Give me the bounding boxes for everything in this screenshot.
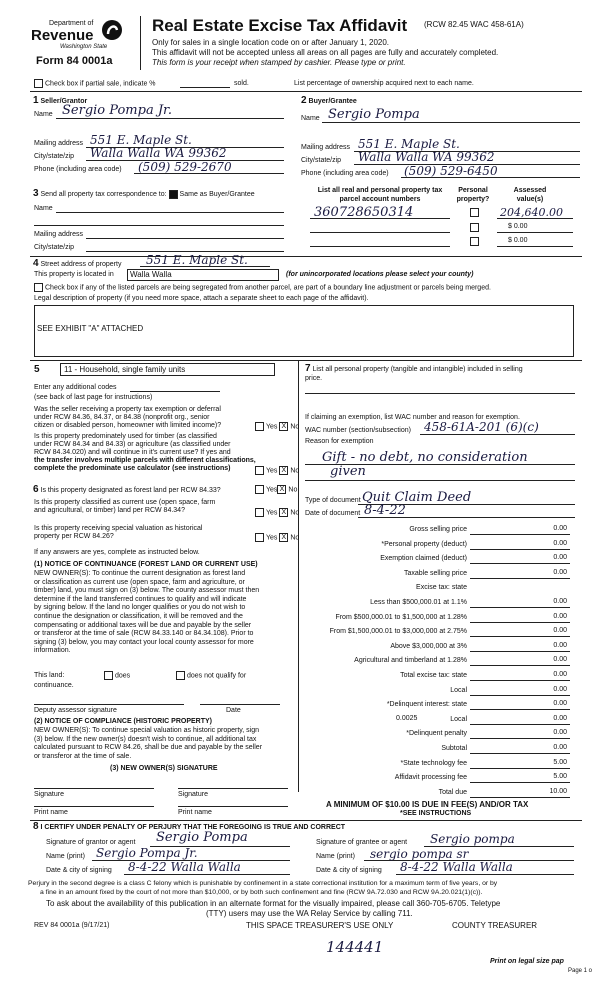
does-option: does <box>104 671 130 680</box>
exemption-instructions: If claiming an exemption, list WAC number and reason for exemption. <box>305 414 520 421</box>
additional-codes-label: Enter any additional codes <box>34 384 117 391</box>
grantee-date-label: Date & city of signing <box>316 867 382 874</box>
agency-dept: Department of <box>49 20 94 27</box>
deputy-signature-label: Deputy assessor signature <box>34 707 117 714</box>
legal-description-box[interactable] <box>34 305 574 357</box>
segregated-label: Check box if any of the listed parcels are being segregated from another parcel, are part of a boundary line adjustment or parcels being merged. <box>45 284 491 292</box>
q1-answers: Yes X No <box>255 422 299 431</box>
buyer-phone-label: Phone (including area code) <box>301 170 389 177</box>
section-6-number: 6 <box>33 484 39 495</box>
q2-no-checkbox[interactable]: X <box>279 466 288 475</box>
tax-row-label: Agricultural and timberland at 1.28% <box>354 657 467 665</box>
buyer-phone[interactable]: (509) 529-6450 <box>404 164 498 178</box>
buyer-address-label: Mailing address <box>301 144 351 151</box>
section-7-text: 7 List all personal property (tangible and intangible) included in selling price. <box>305 363 523 382</box>
segregated-checkbox[interactable] <box>34 283 43 292</box>
perjury-line-2: a fine in an amount fixed by the court of not more than $10,000, or by both such confinement and fine (RCW 9A.72.030 and RCW 9A.20.021(1)(c)). <box>40 889 483 896</box>
tax-row-value[interactable]: 0.00 <box>553 539 567 547</box>
tax-row-label: *Delinquent penalty <box>406 730 467 738</box>
tax-row-value[interactable]: 0.00 <box>553 685 567 693</box>
doc-date-label: Date of document <box>305 510 361 517</box>
buyer-city-label: City/state/zip <box>301 157 342 164</box>
doc-date[interactable]: 8-4-22 <box>364 503 406 518</box>
seller-city-label: City/state/zip <box>34 153 75 160</box>
seller-address-label: Mailing address <box>34 140 84 147</box>
correspondence-address-label: Mailing address <box>34 231 84 238</box>
notice-compliance-text: NEW OWNER(S): To continue special valuation as historic property, sign (3) below. If the new owner(s) doesn't wish to continue, all additional tax calculated pursuant to RCW 84.26, shall be due and payable by the seller or transferor at the time of sale. <box>34 727 263 760</box>
same-as-buyer-checkbox[interactable] <box>169 190 178 199</box>
tax-row-label: Above $3,000,000 at 3% <box>390 642 467 650</box>
seller-name-label: Name <box>34 111 53 118</box>
tax-row-value[interactable]: 5.00 <box>553 758 567 766</box>
tax-row-value[interactable]: 10.00 <box>549 787 567 795</box>
certify-text: I CERTIFY UNDER PENALTY OF PERJURY THAT THE FOREGOING IS TRUE AND CORRECT <box>40 824 346 831</box>
partial-sale-row <box>34 79 156 88</box>
owner-signature-label-1: Signature <box>34 791 64 798</box>
tax-row-value[interactable]: 0.00 <box>553 568 567 576</box>
rcw-reference: (RCW 82.45 WAC 458-61A) <box>424 20 524 29</box>
print-note: Print on legal size pap <box>490 958 564 965</box>
correspondence-name-label: Name <box>34 205 53 212</box>
agency-state: Washington State <box>60 44 108 50</box>
tax-row-value[interactable]: 0.00 <box>553 744 567 751</box>
historic-yes-checkbox[interactable] <box>255 533 264 542</box>
tax-row-label: Affidavit processing fee <box>394 774 467 782</box>
tax-row-label: *State technology fee <box>400 759 467 767</box>
treasurer-use-only: THIS SPACE TREASURER'S USE ONLY <box>246 921 394 930</box>
location-select[interactable]: Walla Walla <box>127 269 279 281</box>
partial-sale-sold: sold. <box>234 80 249 87</box>
header-note-2: This affidavit will not be accepted unless all areas on all pages are fully and accurately completed. <box>152 48 499 57</box>
tax-row-label: Taxable selling price <box>403 569 467 577</box>
tax-row-value[interactable]: 5.00 <box>553 773 567 781</box>
partial-sale-label: Check box if partial sale, indicate % <box>45 80 156 88</box>
minimum-due-note: A MINIMUM OF $10.00 IS DUE IN FEE(S) AND/OR TAX <box>326 800 529 809</box>
section-5-number: 5 <box>34 364 40 375</box>
tax-row-label: *Delinquent interest: state <box>386 701 467 709</box>
wac-number[interactable]: 458-61A-201 (6)(c) <box>424 420 539 434</box>
assessed-value-1[interactable]: 204,640.00 <box>500 206 563 219</box>
reason-line-2[interactable]: given <box>330 464 366 479</box>
tax-row-value[interactable]: 0.00 <box>553 612 567 620</box>
tax-row-label: Local <box>450 686 467 694</box>
personal-property-checkbox-3[interactable] <box>470 237 479 246</box>
personal-property-checkbox-2[interactable] <box>470 223 479 232</box>
doc-type-label: Type of document <box>305 497 361 504</box>
assessed-value-3[interactable]: $ 0.00 <box>508 237 528 244</box>
doc-type[interactable]: Quit Claim Deed <box>362 490 472 505</box>
owner-print-name-label-2: Print name <box>178 809 212 816</box>
seller-city[interactable]: Walla Walla WA 99362 <box>90 146 227 160</box>
tax-row-value[interactable]: 0.00 <box>553 641 567 649</box>
buyer-city[interactable]: Walla Walla WA 99362 <box>358 150 495 164</box>
this-land-label: This land: <box>34 672 65 679</box>
if-yes-instructions: If any answers are yes, complete as instructed below. <box>34 549 200 556</box>
current-use-answers: Yes X No <box>255 508 299 517</box>
grantee-signature[interactable]: Sergio pompa <box>430 832 515 846</box>
seller-heading: Seller/Grantor <box>40 98 88 105</box>
tax-row-label: From $1,500,000.01 to $3,000,000 at 2.75% <box>329 628 467 636</box>
tax-row-value[interactable]: 0.00 <box>553 714 567 722</box>
assessed-value-2[interactable]: $ 0.00 <box>508 223 528 230</box>
personal-col-header: Personal property? <box>456 187 490 203</box>
form-number: Form 84 0001a <box>36 55 113 67</box>
grantor-date-label: Date & city of signing <box>46 867 112 874</box>
deputy-date-label: Date <box>226 707 241 714</box>
continuance-label: continuance. <box>34 682 74 689</box>
seller-address[interactable]: 551 E. Maple St. <box>90 133 192 147</box>
header-note-3: This form is your receipt when stamped by cashier. Please type or print. <box>152 58 406 67</box>
street-address[interactable]: 551 E. Maple St. <box>146 253 248 267</box>
section-3-number: 3 <box>33 188 39 199</box>
accessibility-line-1: To ask about the availability of this publication in an alternate format for the visually impaired, please call 360-705-6705. Teletype <box>46 899 501 908</box>
local-rate: 0.0025 <box>396 715 418 722</box>
tax-row-label: Less than $500,000.01 at 1.1% <box>370 599 467 606</box>
legal-description: SEE EXHIBIT "A" ATTACHED <box>37 324 144 333</box>
agency-name: Revenue <box>31 27 94 44</box>
legal-label: Legal description of property (if you need more space, attach a separate sheet to each page of the affidavit). <box>34 295 369 302</box>
tax-row-value[interactable]: 0.00 <box>553 627 567 635</box>
tax-row-label: Excise tax: state <box>416 584 467 592</box>
revenue-logo-icon <box>102 20 122 40</box>
page-title: Real Estate Excise Tax Affidavit <box>152 16 408 35</box>
county-treasurer: COUNTY TREASURER <box>452 921 538 930</box>
grantor-signature[interactable]: Sergio Pompa <box>156 830 248 845</box>
does-not-option: does not qualify for <box>176 671 246 680</box>
historic-answers: Yes X No <box>255 533 299 542</box>
seller-phone-label: Phone (including area code) <box>34 166 122 173</box>
current-use-yes-checkbox[interactable] <box>255 508 264 517</box>
grantee-name-label: Name (print) <box>316 853 355 860</box>
personal-property-checkbox-1[interactable] <box>470 208 479 217</box>
does-checkbox[interactable] <box>104 671 113 680</box>
stamp-number: 144441 <box>326 938 384 956</box>
use-code-select[interactable]: 11 - Household, single family units <box>60 363 275 376</box>
tax-row-value[interactable]: 0.00 <box>553 729 567 737</box>
forest-yes-checkbox[interactable] <box>255 485 264 494</box>
buyer-name[interactable]: Sergio Pompa <box>328 107 420 122</box>
assessed-col-header: Assessed value(s) <box>513 187 547 203</box>
buyer-address[interactable]: 551 E. Maple St. <box>358 137 460 151</box>
correspondence-city-label: City/state/zip <box>34 244 75 251</box>
grantee-name[interactable]: sergio pompa sr <box>370 847 469 861</box>
grantor-name-label: Name (print) <box>46 853 85 860</box>
accessibility-line-2: (TTY) users may use the WA Relay Service by calling 711. <box>206 909 413 918</box>
tax-row-value[interactable]: 0.00 <box>553 671 567 678</box>
tax-row-label: Total due <box>438 788 467 796</box>
q2-yes-checkbox[interactable] <box>255 466 264 475</box>
tax-row-label: Total excise tax: state <box>400 672 467 679</box>
current-use-question: Is this property classified as current use (open space, farm and agricultural, or timber) land per RCW 84.34? <box>34 499 216 514</box>
segregated-row <box>34 283 491 292</box>
parcel-account-1[interactable]: 360728650314 <box>314 205 414 220</box>
parcel-col-header: List all real and personal property tax parcel account numbers <box>317 187 443 203</box>
seller-phone[interactable]: (509) 529-2670 <box>138 160 232 174</box>
located-label: This property is located in <box>34 271 114 278</box>
same-as-buyer-label: Same as Buyer/Grantee <box>179 191 255 198</box>
new-owner-signature-title: (3) NEW OWNER(S) SIGNATURE <box>110 765 218 772</box>
page-number: Page 1 o <box>568 968 593 974</box>
header-note-1: Only for sales in a single location code on or after January 1, 2020. <box>152 38 390 47</box>
buyer-name-label: Name <box>301 115 320 122</box>
tax-row-value[interactable]: 0.00 <box>553 656 567 664</box>
tax-row-value[interactable]: 0.00 <box>553 700 567 708</box>
tax-row-label: Gross selling price <box>409 526 467 533</box>
street-label: Street address of property <box>40 261 122 268</box>
see-back-label: (see back of last page for instructions) <box>34 394 153 401</box>
notice-compliance-title: (2) NOTICE OF COMPLIANCE (HISTORIC PROPERTY) <box>34 718 212 725</box>
section-1-number: 1 <box>33 95 39 106</box>
q1-no-checkbox[interactable]: X <box>279 422 288 431</box>
forest-question: Is this property designated as forest land per RCW 84.33? <box>40 487 221 494</box>
q1-yes-checkbox[interactable] <box>255 422 264 431</box>
tax-row-value[interactable]: 0.00 <box>553 598 567 605</box>
partial-sale-checkbox[interactable] <box>34 79 43 88</box>
tax-row-label: From $500,000.01 to $1,500,000 at 1.28% <box>335 613 467 621</box>
correspondence-label: Send all property tax correspondence to: <box>40 191 167 198</box>
section-2-number: 2 <box>301 95 307 106</box>
exemption-question: Was the seller receiving a property tax exemption or deferral under RCW 84.36, 84.37, or 84.38 (nonprofit org., senior citizen or disabled person, homeowner with limited income)? <box>34 406 222 429</box>
historic-question: Is this property receiving special valuation as historical property per RCW 84.26? <box>34 525 203 540</box>
tax-row-label: Subtotal <box>441 745 467 752</box>
historic-no-checkbox[interactable]: X <box>279 533 288 542</box>
grantee-signature-label: Signature of grantee or agent <box>316 839 408 846</box>
location-note: (for unincorporated locations please select your county) <box>286 271 474 278</box>
tax-row-value[interactable]: 0.00 <box>553 525 567 532</box>
wac-label: WAC number (section/subsection) <box>305 427 411 434</box>
ownership-note: List percentage of ownership acquired next to each name. <box>294 80 474 87</box>
tax-row-label: *Personal property (deduct) <box>381 540 467 548</box>
notice-continuance-title: (1) NOTICE OF CONTINUANCE (FOREST LAND OR CURRENT USE) <box>34 561 258 568</box>
q2-answers: Yes X No <box>255 466 299 475</box>
timber-question: Is this property predominately used for timber (as classified under RCW 84.34 and 84.33) or agriculture (as classified under RCW 84.34.020) and will continue in it's current use? If yes and the transfer involves multiple parcels with different classifications, complete the predominate use calculator (see instructions) <box>34 433 256 472</box>
owner-signature-label-2: Signature <box>178 791 208 798</box>
perjury-line-1: Perjury in the second degree is a class C felony which is punishable by confinement in a state correctional institution for a maximum term of five years, or by <box>28 880 498 887</box>
tax-row-label: Local <box>450 715 467 723</box>
grantor-date-city[interactable]: 8-4-22 Walla Walla <box>128 860 241 874</box>
forest-answers: Yes X No <box>255 485 297 494</box>
section-4-number: 4 <box>33 258 39 269</box>
section-8-number: 8 <box>33 821 39 832</box>
reason-line-1[interactable]: Gift - no debt, no consideration <box>322 450 528 465</box>
owner-print-name-label-1: Print name <box>34 809 68 816</box>
revision-number: REV 84 0001a (9/17/21) <box>34 922 110 929</box>
see-instructions-note: *SEE INSTRUCTIONS <box>400 810 472 817</box>
current-use-no-checkbox[interactable]: X <box>279 508 288 517</box>
notice-continuance-text: NEW OWNER(S): To continue the current designation as forest land or classification as current use (open space, farm and agriculture, or timber) land, you must sign on (3) below. The county assessor must then determine if the land transferred continues to qualify and will indicate by signing below. If the land no longer qualifies or you do not wish to continue the designation or classification, it will be removed and the compensating or additional taxes will be due and payable by the seller or transferor at the time of sale (RCW 84.33.140 or 84.34.108). Prior to signing (3) below, you may contact your local county assessor for more information. <box>34 570 260 655</box>
tax-row-value[interactable]: 0.00 <box>553 554 567 562</box>
reason-label: Reason for exemption <box>305 438 374 445</box>
tax-row-label: Exemption claimed (deduct) <box>380 555 467 563</box>
does-not-checkbox[interactable] <box>176 671 185 680</box>
forest-no-checkbox[interactable]: X <box>277 485 286 494</box>
buyer-heading: Buyer/Grantee <box>308 98 357 105</box>
grantor-signature-label: Signature of grantor or agent <box>46 839 136 846</box>
grantee-date-city[interactable]: 8-4-22 Walla Walla <box>400 860 513 874</box>
seller-name[interactable]: Sergio Pompa Jr. <box>62 103 172 118</box>
grantor-name[interactable]: Sergio Pompa Jr. <box>96 846 198 860</box>
